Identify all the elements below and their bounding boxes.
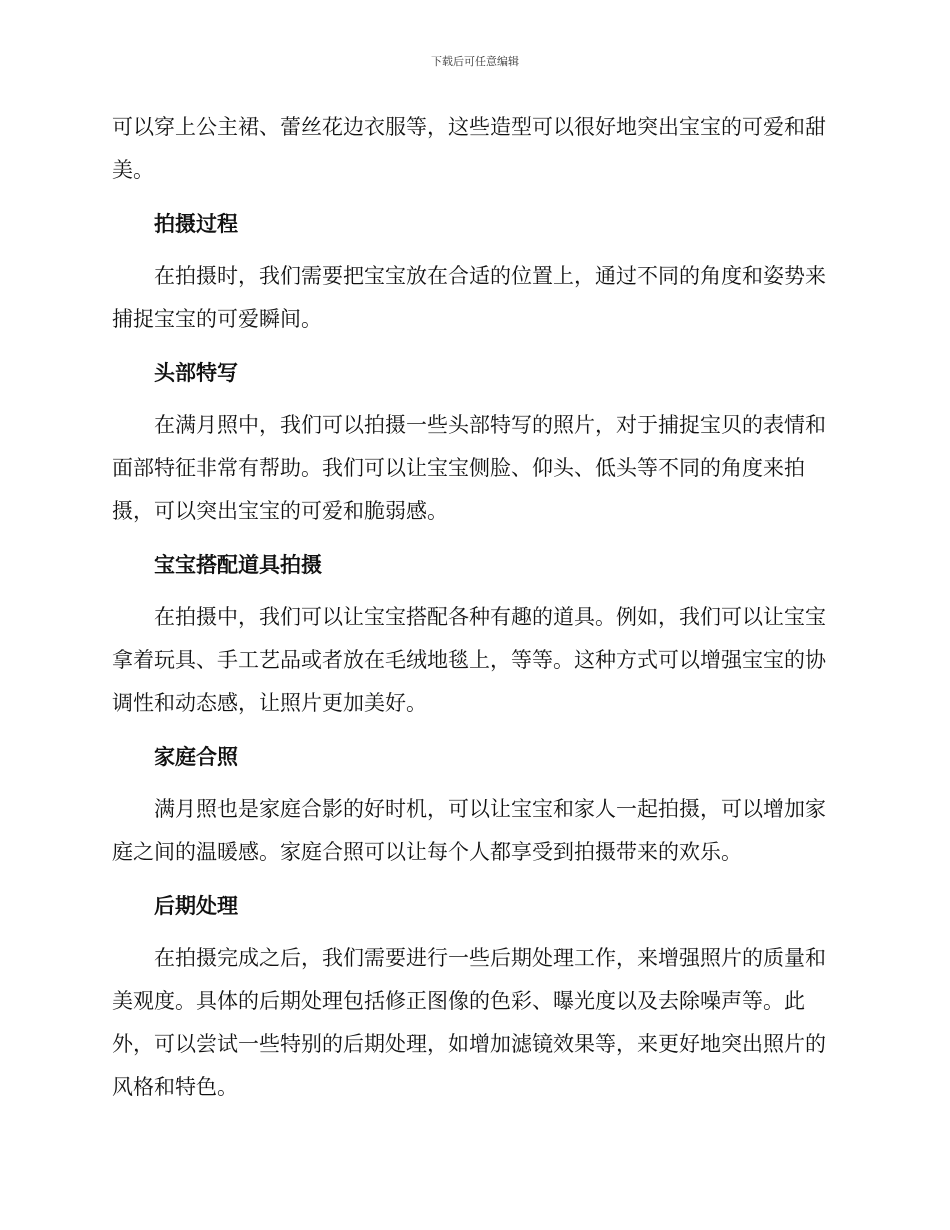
heading-post-processing: 后期处理 [154,893,238,918]
paragraph-outfit-continued: 可以穿上公主裙、蕾丝花边衣服等，这些造型可以很好地突出宝宝的可爱和甜美。 [112,115,826,182]
paragraph-head-closeup: 在满月照中，我们可以拍摄一些头部特写的照片，对于捕捉宝贝的表情和面部特征非常有帮助。我们可以让宝宝侧脸、仰头、低头等不同的角度来拍摄，可以突出宝宝的可爱和脆弱感。 [112,413,826,523]
paragraph-shooting-process: 在拍摄时，我们需要把宝宝放在合适的位置上，通过不同的角度和姿势来捕捉宝宝的可爱瞬间。 [112,264,826,331]
paragraph-post-processing: 在拍摄完成之后，我们需要进行一些后期处理工作，来增强照片的质量和美观度。具体的后期处理包括修正图像的色彩、曝光度以及去除噪声等。此外，可以尝试一些特别的后期处理，如增加滤镜效果等，来更好地突出照片的风格和特色。 [112,946,826,1099]
page-header: 下载后可任意编辑 [431,55,519,68]
heading-props-shooting: 宝宝搭配道具拍摄 [154,552,322,577]
heading-head-closeup: 头部特写 [154,360,238,385]
document-body [112,106,830,1109]
paragraph-props-shooting: 在拍摄中，我们可以让宝宝搭配各种有趣的道具。例如，我们可以让宝宝拿着玩具、手工艺品或者放在毛绒地毯上，等等。这种方式可以增强宝宝的协调性和动态感，让照片更加美好。 [112,605,826,715]
heading-family-photo: 家庭合照 [154,744,238,769]
paragraph-family-photo: 满月照也是家庭合影的好时机，可以让宝宝和家人一起拍摄，可以增加家庭之间的温暖感。家庭合照可以让每个人都享受到拍摄带来的欢乐。 [112,797,826,864]
heading-shooting-process: 拍摄过程 [154,211,238,236]
